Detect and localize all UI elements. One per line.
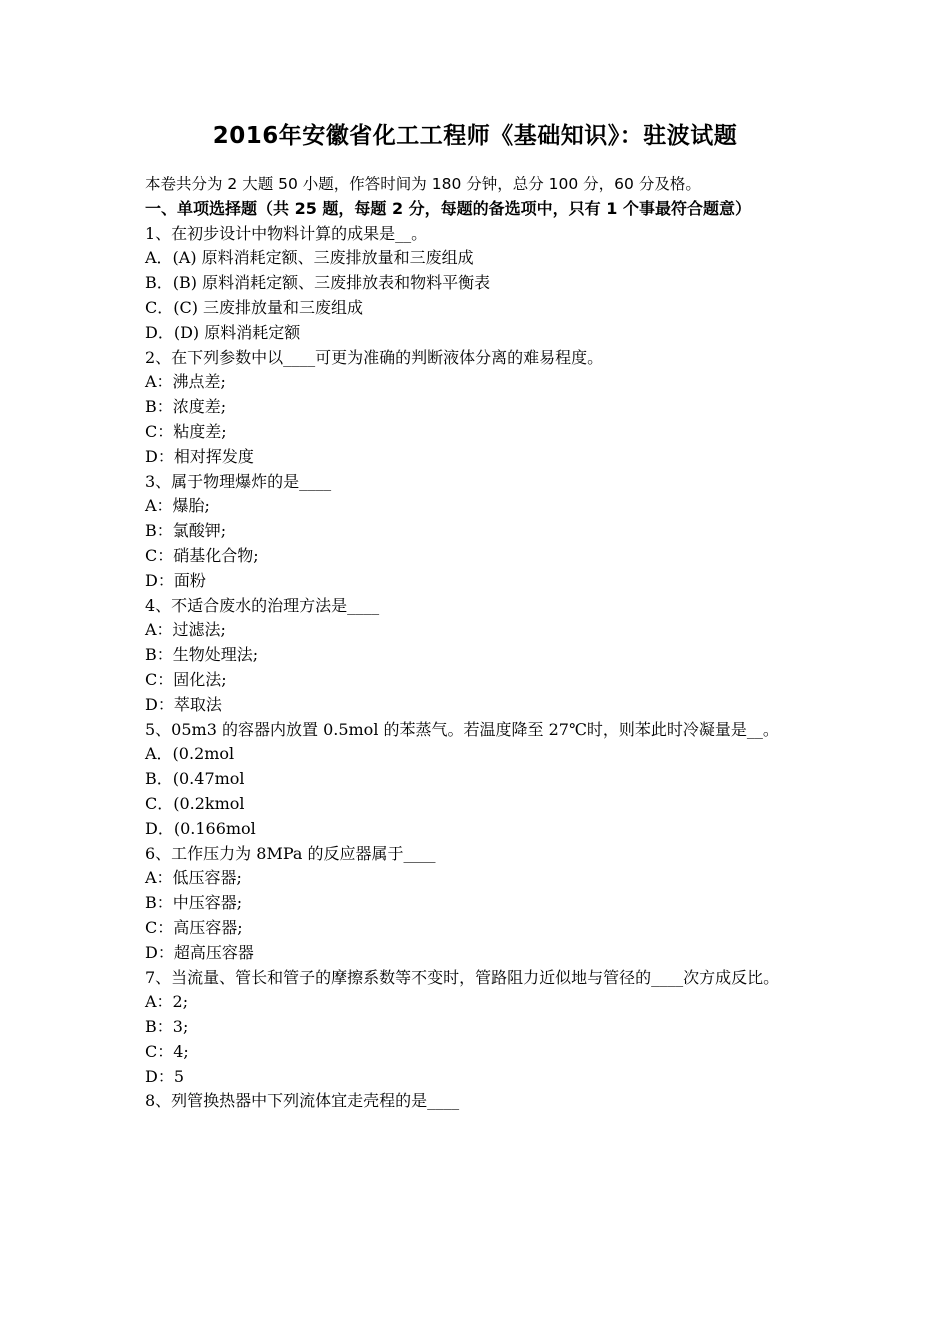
answer-option: C：高压容器;: [145, 917, 243, 937]
question-stem: 7、当流量、管长和管子的摩擦系数等不变时，管路阻力近似地与管径的____次方成反比。: [145, 967, 780, 987]
answer-option: B：生物处理法;: [145, 645, 259, 665]
question-item: [145, 842, 810, 966]
question-item: [145, 346, 810, 470]
answer-option: B：氯酸钾;: [145, 521, 227, 541]
question-stem: 5、05m3 的容器内放置 0.5mol 的苯蒸气。若温度降至 27℃时，则苯此时冷凝量是__。: [145, 719, 779, 739]
exam-intro: 本卷共分为 2 大题 50 小题，作答时间为 180 分钟，总分 100 分，60 分及格。: [145, 175, 701, 193]
document-title: 2016年安徽省化工工程师《基础知识》：驻波试题: [212, 123, 738, 149]
question-list: [145, 222, 810, 1115]
answer-option: A：爆胎;: [145, 496, 210, 516]
answer-option: B：浓度差;: [145, 397, 227, 417]
answer-option: D：相对挥发度: [145, 446, 254, 466]
answer-option: D：超高压容器: [145, 942, 254, 962]
answer-option: D．(0.166mol: [145, 818, 256, 838]
answer-option: D：萃取法: [145, 694, 222, 714]
answer-option: D：面粉: [145, 570, 206, 590]
answer-option: C：固化法;: [145, 669, 227, 689]
answer-option: C：硝基化合物;: [145, 545, 259, 565]
answer-option: C：粘度差;: [145, 421, 227, 441]
answer-option: D：5: [145, 1066, 185, 1086]
question-stem: 3、属于物理爆炸的是____: [145, 471, 332, 491]
answer-option: C．(0.2kmol: [145, 793, 245, 813]
question-stem: 4、不适合废水的治理方法是____: [145, 595, 380, 615]
answer-option: D．(D) 原料消耗定额: [145, 322, 301, 342]
answer-option: A：过滤法;: [145, 620, 226, 640]
question-item: [145, 470, 810, 594]
answer-option: C：4;: [145, 1041, 189, 1061]
answer-option: A：2;: [145, 992, 189, 1012]
section-heading: 一、单项选择题（共 25 题，每题 2 分，每题的备选项中，只有 1 个事最符合题意）: [145, 198, 751, 218]
document-body: [145, 172, 810, 1114]
answer-option: B：3;: [145, 1017, 189, 1037]
answer-option: A：沸点差;: [145, 372, 226, 392]
question-item: [145, 594, 810, 718]
question-stem: 6、工作压力为 8MPa 的反应器属于____: [145, 843, 436, 863]
answer-option: A．(0.2mol: [145, 744, 235, 764]
answer-option: B．(B) 原料消耗定额、三废排放表和物料平衡表: [145, 273, 491, 293]
answer-option: A：低压容器;: [145, 868, 242, 888]
answer-option: A．(A) 原料消耗定额、三废排放量和三废组成: [145, 248, 474, 268]
answer-option: B：中压容器;: [145, 893, 243, 913]
question-item: [145, 966, 810, 1090]
question-item: [145, 1089, 810, 1114]
question-item: [145, 222, 810, 346]
answer-option: C．(C) 三废排放量和三废组成: [145, 297, 364, 317]
question-stem: 1、在初步设计中物料计算的成果是__。: [145, 223, 428, 243]
answer-option: B．(0.47mol: [145, 769, 245, 789]
question-stem: 2、在下列参数中以____可更为准确的判断液体分离的难易程度。: [145, 347, 604, 367]
question-stem: 8、列管换热器中下列流体宜走壳程的是____: [145, 1091, 460, 1111]
question-item: [145, 718, 810, 842]
